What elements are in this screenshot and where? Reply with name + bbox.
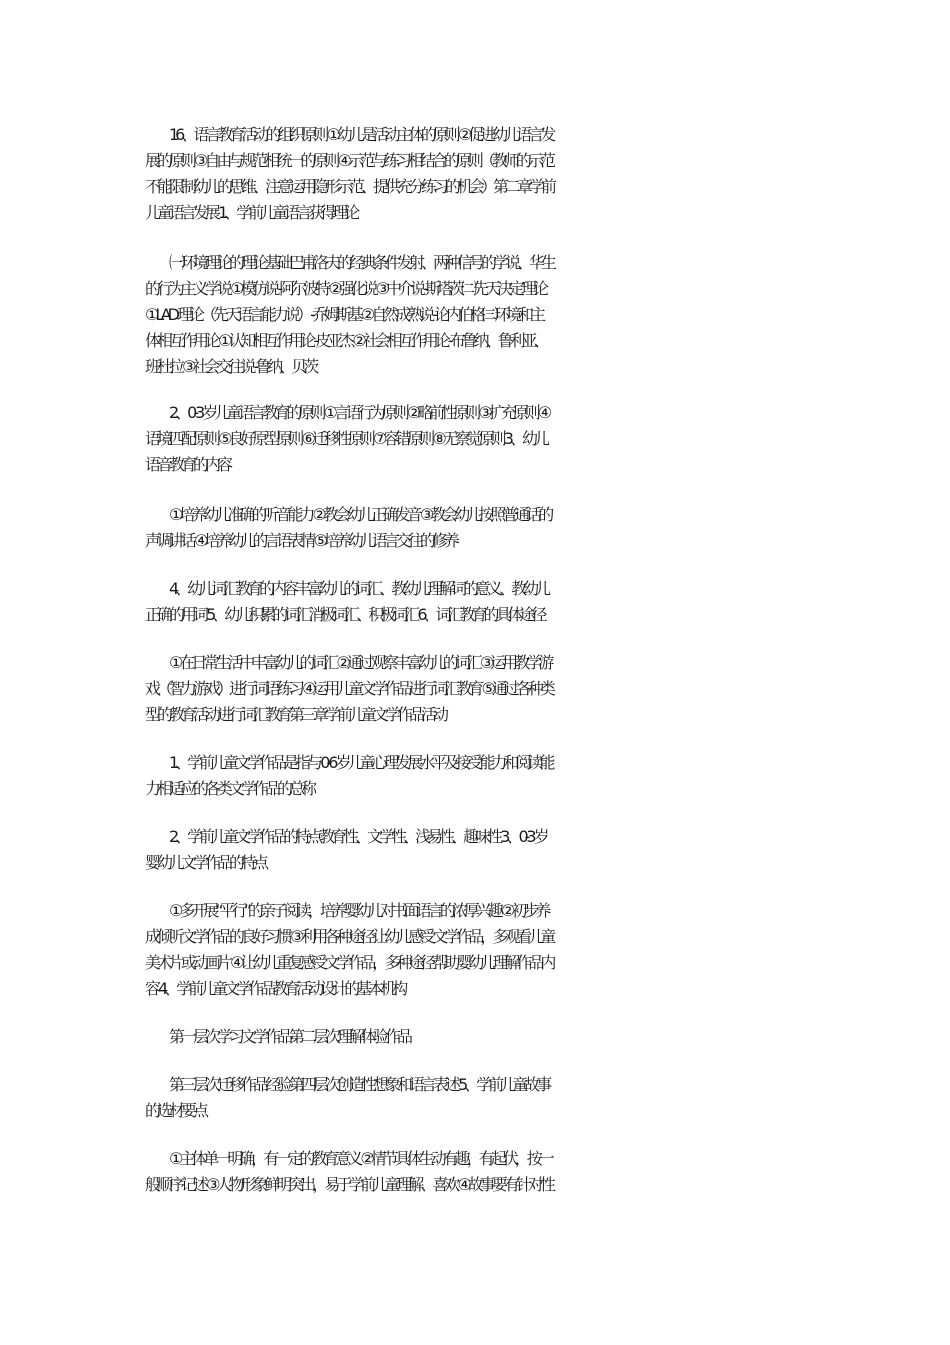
text-line: 儿童语言发展 1、学前儿童语言获得理论 [145, 203, 357, 222]
text-line: ①LAD 理论（先天语言能力说） -乔姆斯基 ②自然成熟说 -论内伯格㈢环境和主 [145, 305, 543, 324]
paragraph-vocabulary [145, 576, 805, 628]
paragraph-levels-1-2 [145, 1024, 805, 1050]
text-line: 的选材要点 [145, 1101, 206, 1120]
text-line: 美术片或动画片 ④让幼儿重复感受文学作品，多种途径帮助婴幼儿理解作品内 [145, 953, 553, 972]
text-line: 语境匹配原则 ⑤良好原型原则 ⑥迁移性原则 ⑦容错原则 ⑧无察觉原则 3、幼儿 [145, 429, 546, 448]
paragraph-literature-features [145, 824, 805, 876]
text-line: 声调讲话 ④培养幼儿的言语表情 ⑤培养幼儿语言交往的修养 [145, 531, 456, 550]
paragraph-0-3-principles [145, 400, 805, 478]
text-line: 第三层次迁移作品经验第四层次创造性想象和语言表述 5、学前儿童故事 [145, 1075, 549, 1094]
text-line: ㈠环境理论的理论基础巴甫洛夫的经典条件发射、两种信号的学说、华生 [145, 253, 554, 272]
paragraph-theories [145, 250, 805, 380]
text-line: ①主体单一明确，有一定的教育意义 ②情节具体生动有趣，有起伏，按一 [145, 1149, 551, 1168]
paragraph-story-selection [145, 1146, 805, 1198]
text-line: 16、语言教育活动的组织原则 ①幼儿是活动主体的原则 ②促进幼儿语言发 [145, 125, 553, 144]
text-line: 的行为主义学说 ①模仿说 -阿尔波特 ②强化说 ③中介说 -斯塔茨㈡先天决定理论 [145, 279, 546, 298]
text-line: 正确的用词 5、幼儿积累的词汇消极词汇、积极词汇 6、词汇教育的具体途径 [145, 605, 544, 624]
text-line: 展的原则 ③自由与规范相统一的原则 ④示范与练习相结合的原则（教师的示范 [145, 151, 552, 170]
paragraph-vocabulary-methods [145, 650, 805, 728]
text-line: 1、学前儿童文学作品是指与 0-6 岁儿童心理发展水平及接受能力和阅读能 [145, 753, 552, 772]
paragraph-levels-3-4 [145, 1072, 805, 1124]
text-line: 2、0-3 岁儿童语言教育的原则 ①言语行为原则 ②略前性原则 ③扩充原则 ④ [145, 403, 549, 422]
text-line: 戏（智力游戏）进行词语练习 ④运用儿童文学作品进行词汇教育 ⑤通过各种类 [145, 679, 552, 698]
text-line: ①在日常生活中丰富幼儿的词汇 ②通过观察丰富幼儿的词汇 ③运用教学游 [145, 653, 551, 672]
text-line: 型的教育活动进行词汇教育第三章学前儿童文学作品活动 [145, 705, 446, 724]
text-line: ①培养幼儿准确的听音能力 ②教会幼儿正确发音 ③教会幼儿按照普通话的 [145, 505, 551, 524]
text-line: 4、幼儿词汇教育的内容丰富幼儿的词汇、教幼儿理解词的意义、教幼儿 [145, 579, 548, 598]
text-line: 语音教育的内容 [145, 455, 230, 474]
text-line: 般顺序记述 ③人物形象鲜明突出，易于学前儿童理解、喜欢 ④故事要有针对性 [145, 1175, 552, 1194]
text-line: 第一层次学习文学作品第二层次理解体验作品 [145, 1027, 410, 1046]
paragraph-literature-definition [145, 750, 805, 802]
text-line: 力相适应的各类文学作品的总称 [145, 779, 314, 798]
text-line: ①多开展“平行”的亲子阅读，培养婴幼儿对书面语言的浓厚兴趣 ②初步养 [145, 901, 548, 920]
paragraph-principles [145, 122, 805, 226]
text-line: 不能限制幼儿的思维、注意运用隐形示范、提供充分练习的机会）第二章学前 [145, 177, 554, 196]
paragraph-reading-methods [145, 898, 805, 1002]
text-line: 容 4、学前儿童文学作品教育活动设计的基本机构 [145, 979, 405, 998]
paragraph-phonetics [145, 502, 805, 554]
text-line: 成倾听文学作品的良好习惯 ③利用各种途径让幼儿感受文学作品，多观看儿童 [145, 927, 553, 946]
text-line: 2、学前儿童文学作品的特点教育性、文学性、浅易性、趣味性 3、0-3 岁 [145, 827, 546, 846]
text-line: 班杜拉 ③社会交往说 -鲁纳、贝茨 [145, 357, 316, 376]
text-line: 体相互作用论 ①认知相互作用论 -皮亚杰 ②社会相互作用论 -布鲁纳、鲁利亚、 [145, 331, 546, 350]
text-line: 婴幼儿文学作品的特点 [145, 853, 266, 872]
